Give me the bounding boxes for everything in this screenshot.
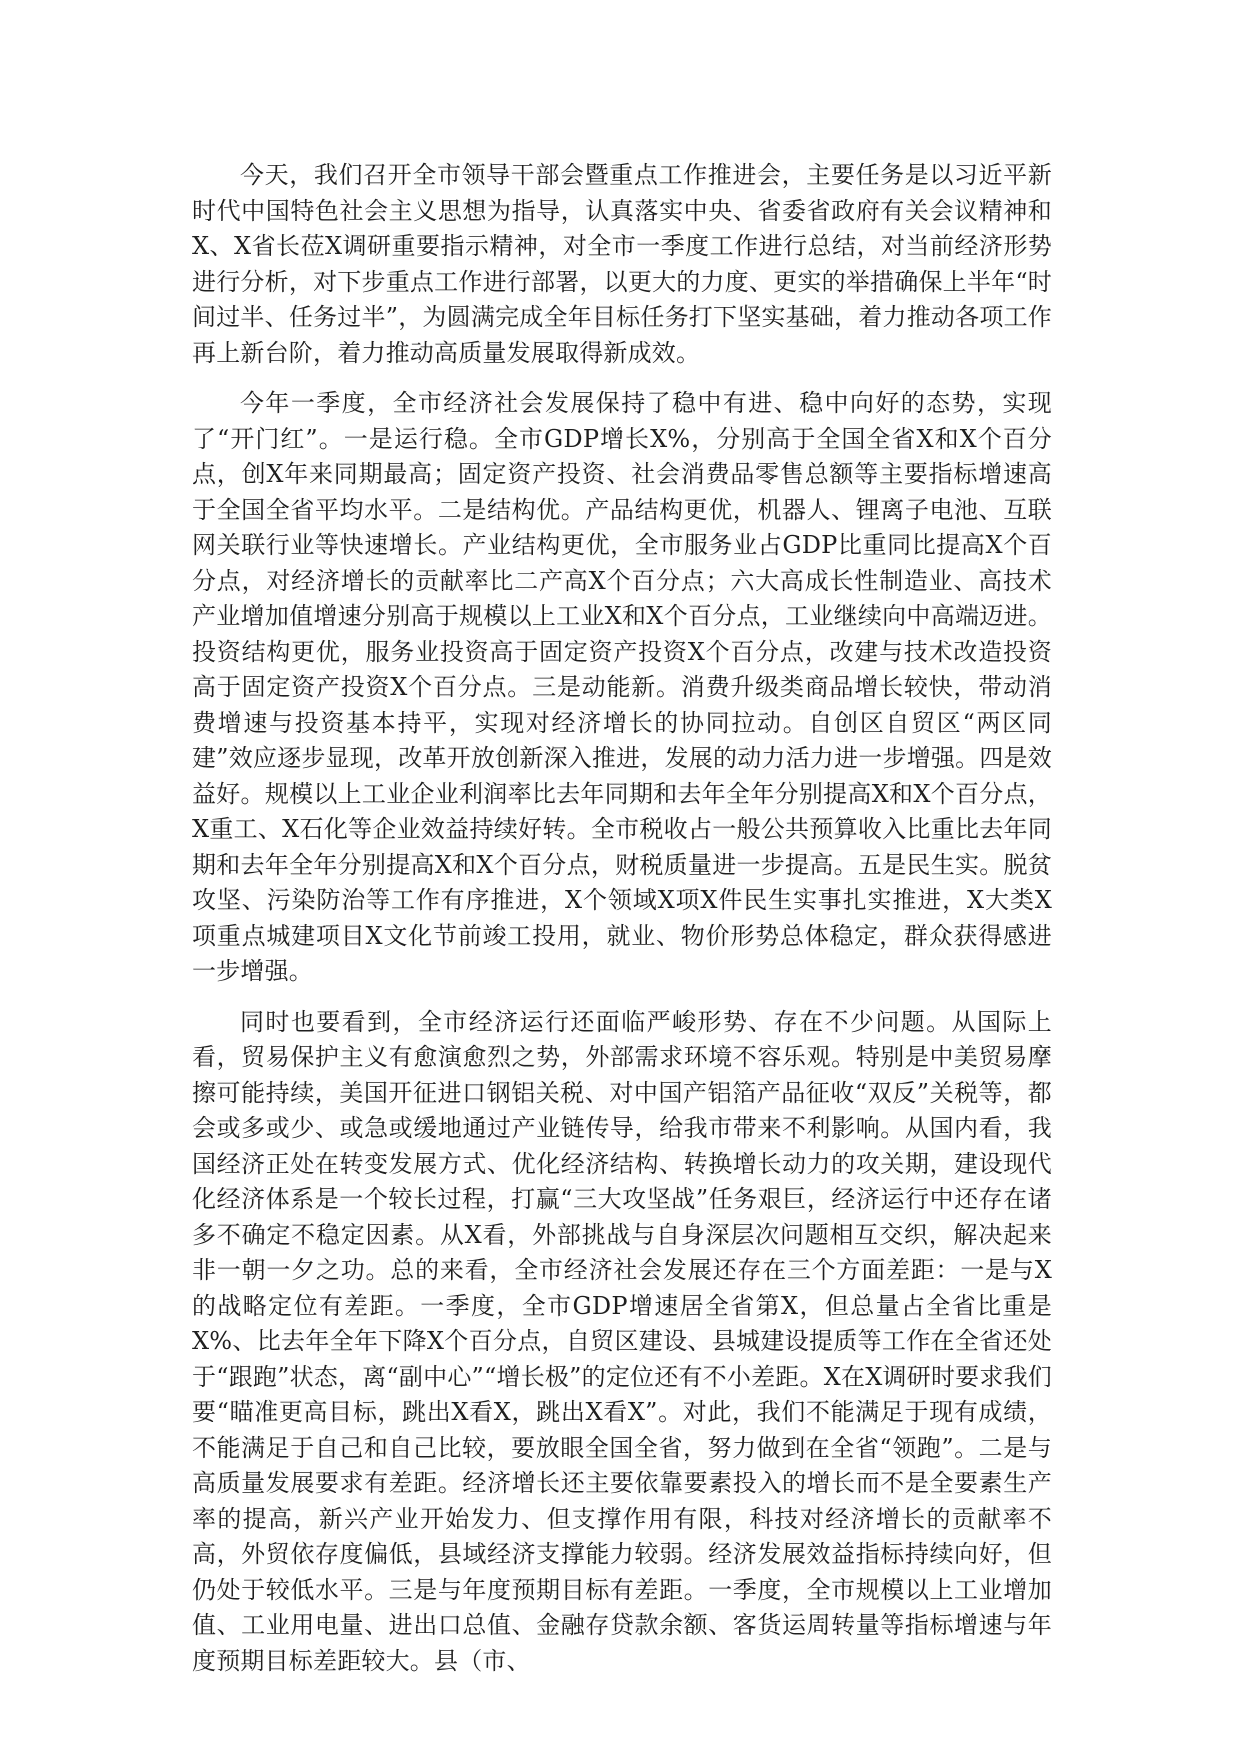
document-body bbox=[192, 158, 1052, 1694]
paragraph-first-quarter-review: 今年一季度，全市经济社会发展保持了稳中有进、稳中向好的态势，实现了“开门红”。一是运行稳。全市GDP增长X%，分别高于全国全省X和X个百分点，创X年来同期最高；固定资产投资、社会消费品零售总额等主要指标增速高于全国全省平均水平。二是结构优。产品结构更优，机器人、锂离子电池、互联网关联行业等快速增长。产业结构更优，全市服务业占GDP比重同比提高X个百分点，对经济增长的贡献率比二产高X个百分点；六大高成长性制造业、高技术产业增加值增速分别高于规模以上工业X和X个百分点，工业继续向中高端迈进。投资结构更优，服务业投资高于固定资产投资X个百分点，改建与技术改造投资高于固定资产投资X个百分点。三是动能新。消费升级类商品增长较快，带动消费增速与投资基本持平，实现对经济增长的协同拉动。自创区自贸区“两区同建”效应逐步显现，改革开放创新深入推进，发展的动力活力进一步增强。四是效益好。规模以上工业企业利润率比去年同期和去年全年分别提高X和X个百分点，X重工、X石化等企业效益持续好转。全市税收占一般公共预算收入比重比去年同期和去年全年分别提高X和X个百分点，财税质量进一步提高。五是民生实。脱贫攻坚、污染防治等工作有序推进，X个领域X项X件民生实事扎实推进，X大类X项重点城建项目X文化节前竣工投用，就业、物价形势总体稳定，群众获得感进一步增强。 bbox=[192, 389, 1052, 985]
paragraph-opening: 今天，我们召开全市领导干部会暨重点工作推进会，主要任务是以习近平新时代中国特色社会主义思想为指导，认真落实中央、省委省政府有关会议精神和X、X省长莅X调研重要指示精神，对全市一季度工作进行总结，对当前经济形势进行分析，对下步重点工作进行部署，以更大的力度、更实的举措确保上半年“时间过半、任务过半”，为圆满完成全年目标任务打下坚实基础，着力推动各项工作再上新台阶，着力推动高质量发展取得新成效。 bbox=[192, 161, 1052, 367]
paragraph-challenges: 同时也要看到，全市经济运行还面临严峻形势、存在不少问题。从国际上看，贸易保护主义有愈演愈烈之势，外部需求环境不容乐观。特别是中美贸易摩擦可能持续，美国开征进口钢铝关税、对中国产铝箔产品征收“双反”关税等，都会或多或少、或急或缓地通过产业链传导，给我市带来不利影响。从国内看，我国经济正处在转变发展方式、优化经济结构、转换增长动力的攻关期，建设现代化经济体系是一个较长过程，打赢“三大攻坚战”任务艰巨，经济运行中还存在诸多不确定不稳定因素。从X看，外部挑战与自身深层次问题相互交织，解决起来非一朝一夕之功。总的来看，全市经济社会发展还存在三个方面差距：一是与X的战略定位有差距。一季度，全市GDP增速居全省第X，但总量占全省比重是X%、比去年全年下降X个百分点，自贸区建设、县城建设提质等工作在全省还处于“跟跑”状态，离“副中心”“增长极”的定位还有不小差距。X在X调研时要求我们要“瞄准更高目标，跳出X看X，跳出X看X”。对此，我们不能满足于现有成绩，不能满足于自己和自己比较，要放眼全国全省，努力做到在全省“领跑”。二是与高质量发展要求有差距。经济增长还主要依靠要素投入的增长而不是全要素生产率的提高，新兴产业开始发力、但支撑作用有限，科技对经济增长的贡献率不高，外贸依存度偏低，县域经济支撑能力较弱。经济发展效益指标持续向好，但仍处于较低水平。三是与年度预期目标有差距。一季度，全市规模以上工业增加值、工业用电量、进出口总值、金融存贷款余额、客货运周转量等指标增速与年度预期目标差距较大。县（市、 bbox=[192, 1007, 1052, 1675]
